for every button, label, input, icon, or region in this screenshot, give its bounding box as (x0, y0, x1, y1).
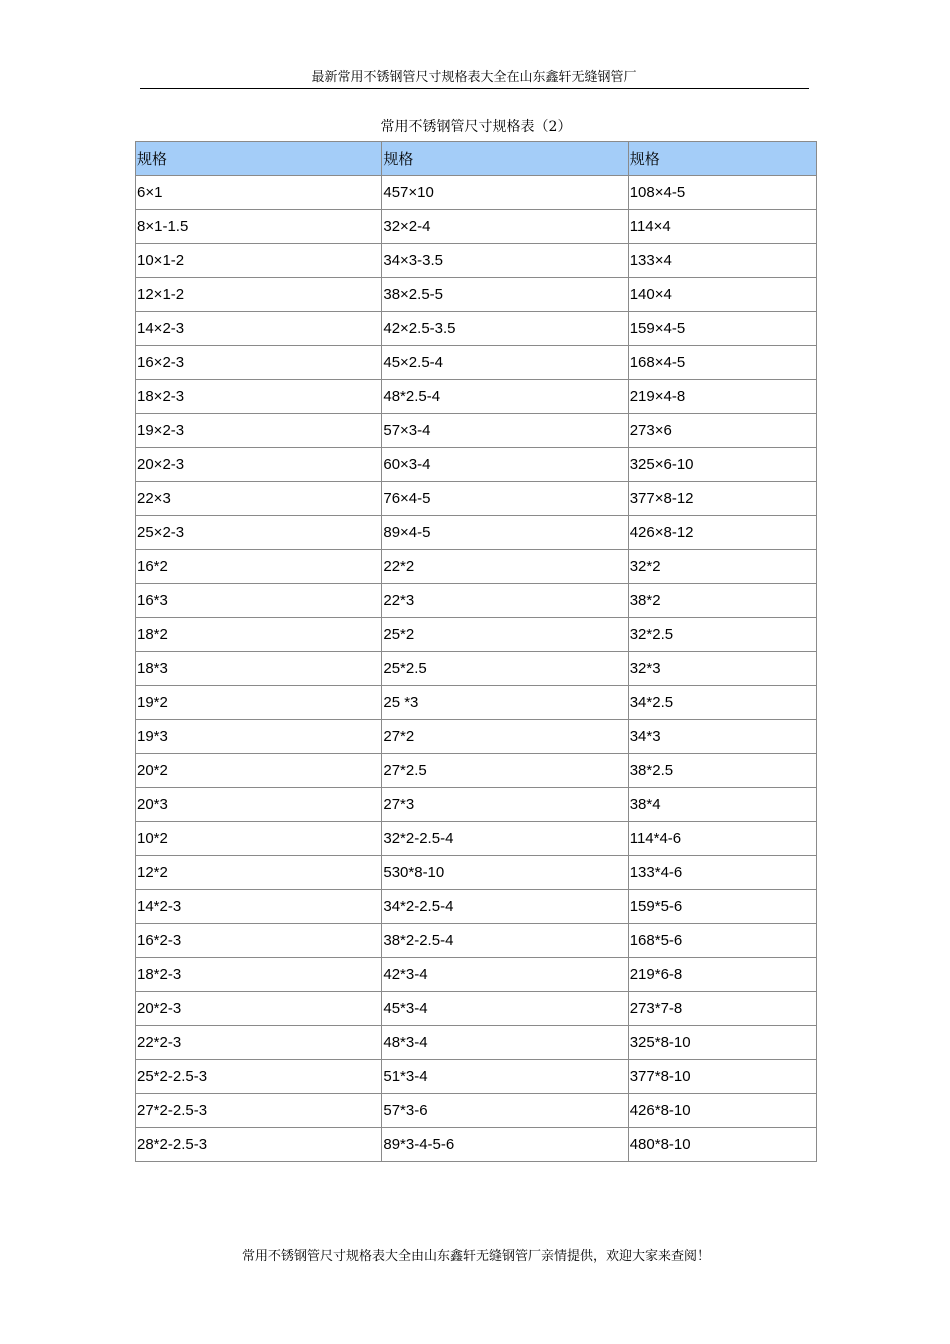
table-row (136, 584, 816, 617)
table-row (136, 686, 816, 719)
table-cell: 480*8-10 (629, 1128, 816, 1161)
table-row (136, 618, 816, 651)
table-row (136, 278, 816, 311)
table-row (136, 414, 816, 447)
table-cell: 12×1-2 (136, 278, 381, 311)
table-cell: 168*5-6 (629, 924, 816, 957)
table-cell: 325×6-10 (629, 448, 816, 481)
table-cell: 89*3-4-5-6 (382, 1128, 627, 1161)
table-cell: 38*2.5 (629, 754, 816, 787)
table-cell: 22*2 (382, 550, 627, 583)
table-cell: 325*8-10 (629, 1026, 816, 1059)
table-cell: 20*3 (136, 788, 381, 821)
table-cell: 34*2-2.5-4 (382, 890, 627, 923)
spec-table (135, 141, 817, 1162)
table-row (136, 788, 816, 821)
table-cell: 426*8-10 (629, 1094, 816, 1127)
table-cell: 18*2-3 (136, 958, 381, 991)
table-cell: 42*3-4 (382, 958, 627, 991)
table-cell: 14×2-3 (136, 312, 381, 345)
table-row (136, 958, 816, 991)
table-cell: 27*3 (382, 788, 627, 821)
table-row (136, 482, 816, 515)
table-cell: 273*7-8 (629, 992, 816, 1025)
table-cell: 25*2.5 (382, 652, 627, 685)
table-row (136, 1060, 816, 1093)
table-cell: 25 *3 (382, 686, 627, 719)
table-row (136, 720, 816, 753)
table-title: 常用不锈钢管尺寸规格表（2） (380, 119, 572, 135)
table-row (136, 210, 816, 243)
table-cell: 219×4-8 (629, 380, 816, 413)
table-cell: 133×4 (629, 244, 816, 277)
table-cell: 34×3-3.5 (382, 244, 627, 277)
table-cell: 426×8-12 (629, 516, 816, 549)
table-cell: 12*2 (136, 856, 381, 889)
table-cell: 38*2 (629, 584, 816, 617)
table-cell: 22*3 (382, 584, 627, 617)
table-cell: 18*3 (136, 652, 381, 685)
table-cell: 20*2-3 (136, 992, 381, 1025)
table-cell: 22×3 (136, 482, 381, 515)
table-cell: 6×1 (136, 176, 381, 209)
table-row (136, 856, 816, 889)
table-cell: 19*2 (136, 686, 381, 719)
table-cell: 48*2.5-4 (382, 380, 627, 413)
table-cell: 16*2 (136, 550, 381, 583)
table-cell: 18×2-3 (136, 380, 381, 413)
table-header-row (136, 142, 816, 175)
table-row (136, 1094, 816, 1127)
column-header: 规格 (382, 142, 627, 175)
table-cell: 377*8-10 (629, 1060, 816, 1093)
table-cell: 114×4 (629, 210, 816, 243)
table-row (136, 244, 816, 277)
table-cell: 16×2-3 (136, 346, 381, 379)
table-cell: 20×2-3 (136, 448, 381, 481)
table-cell: 16*2-3 (136, 924, 381, 957)
table-row (136, 448, 816, 481)
table-cell: 48*3-4 (382, 1026, 627, 1059)
table-row (136, 992, 816, 1025)
table-cell: 38×2.5-5 (382, 278, 627, 311)
table-cell: 42×2.5-3.5 (382, 312, 627, 345)
table-body (136, 176, 816, 1161)
table-cell: 38*2-2.5-4 (382, 924, 627, 957)
table-cell: 457×10 (382, 176, 627, 209)
table-row (136, 380, 816, 413)
table-cell: 19×2-3 (136, 414, 381, 447)
table-row (136, 890, 816, 923)
table-cell: 18*2 (136, 618, 381, 651)
table-cell: 45×2.5-4 (382, 346, 627, 379)
table-cell: 28*2-2.5-3 (136, 1128, 381, 1161)
table-cell: 38*4 (629, 788, 816, 821)
table-row (136, 1128, 816, 1161)
table-row (136, 924, 816, 957)
table-cell: 114*4-6 (629, 822, 816, 855)
table-cell: 89×4-5 (382, 516, 627, 549)
table-row (136, 822, 816, 855)
table-cell: 57*3-6 (382, 1094, 627, 1127)
table-cell: 27*2-2.5-3 (136, 1094, 381, 1127)
table-row (136, 176, 816, 209)
table-row (136, 312, 816, 345)
table-row (136, 1026, 816, 1059)
table-cell: 32*3 (629, 652, 816, 685)
table-cell: 25*2-2.5-3 (136, 1060, 381, 1093)
table-cell: 19*3 (136, 720, 381, 753)
table-cell: 25*2 (382, 618, 627, 651)
table-cell: 45*3-4 (382, 992, 627, 1025)
table-cell: 219*6-8 (629, 958, 816, 991)
table-cell: 60×3-4 (382, 448, 627, 481)
table-cell: 32×2-4 (382, 210, 627, 243)
table-cell: 16*3 (136, 584, 381, 617)
table-cell: 20*2 (136, 754, 381, 787)
table-cell: 27*2 (382, 720, 627, 753)
table-cell: 108×4-5 (629, 176, 816, 209)
table-row (136, 652, 816, 685)
page-header: 最新常用不锈钢管尺寸规格表大全在山东鑫轩无缝钢管厂 (311, 70, 637, 85)
table-cell: 32*2-2.5-4 (382, 822, 627, 855)
table-cell: 273×6 (629, 414, 816, 447)
table-cell: 168×4-5 (629, 346, 816, 379)
table-cell: 14*2-3 (136, 890, 381, 923)
table-cell: 27*2.5 (382, 754, 627, 787)
table-cell: 133*4-6 (629, 856, 816, 889)
table-cell: 51*3-4 (382, 1060, 627, 1093)
page-footer: 常用不锈钢管尺寸规格表大全由山东鑫轩无缝钢管厂亲情提供，欢迎大家来查阅！ (241, 1249, 710, 1264)
table-cell: 32*2 (629, 550, 816, 583)
table-row (136, 346, 816, 379)
table-cell: 8×1-1.5 (136, 210, 381, 243)
table-row (136, 550, 816, 583)
table-cell: 34*2.5 (629, 686, 816, 719)
table-cell: 32*2.5 (629, 618, 816, 651)
table-cell: 76×4-5 (382, 482, 627, 515)
table-cell: 22*2-3 (136, 1026, 381, 1059)
table-cell: 159*5-6 (629, 890, 816, 923)
table-cell: 159×4-5 (629, 312, 816, 345)
table-cell: 25×2-3 (136, 516, 381, 549)
table-cell: 10×1-2 (136, 244, 381, 277)
table-row (136, 516, 816, 549)
table-cell: 530*8-10 (382, 856, 627, 889)
header-divider (140, 88, 809, 89)
column-header: 规格 (136, 142, 381, 175)
table-cell: 10*2 (136, 822, 381, 855)
table-cell: 34*3 (629, 720, 816, 753)
table-cell: 57×3-4 (382, 414, 627, 447)
column-header: 规格 (629, 142, 816, 175)
table-cell: 377×8-12 (629, 482, 816, 515)
table-cell: 140×4 (629, 278, 816, 311)
table-row (136, 754, 816, 787)
